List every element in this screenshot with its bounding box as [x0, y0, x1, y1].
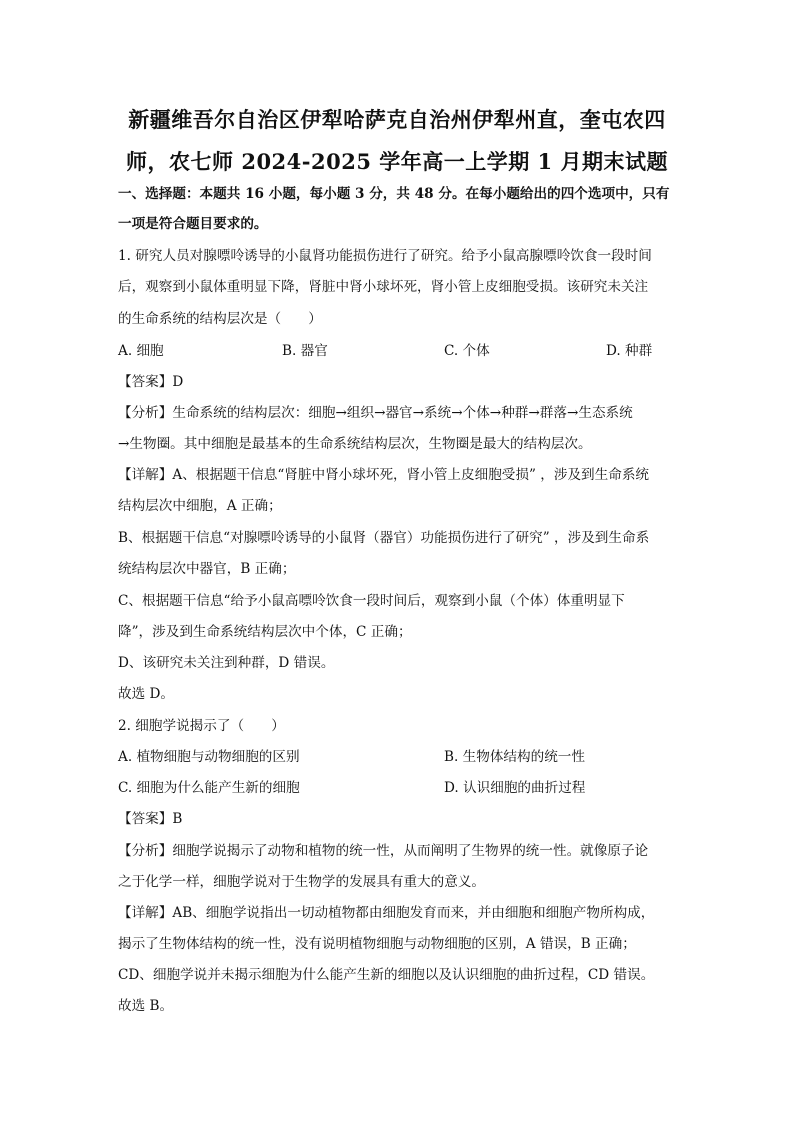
- q1-stem-line-3: 的生命系统的结构层次是（ ）: [118, 311, 322, 327]
- q2-analysis-line-2: 之于化学一样，细胞学说对于生物学的发展具有重大的意义。: [118, 874, 486, 890]
- q1-detail-line-1: 【详解】A、根据题干信息“肾脏中肾小球坏死，肾小管上皮细胞受损” ，涉及到生命系统: [118, 467, 650, 483]
- q2-detail-line-2: 揭示了生物体结构的统一性，没有说明植物细胞与动物细胞的区别，A 错误，B 正确；: [118, 936, 636, 952]
- q2-option-b: B. 生物体结构的统一性: [444, 749, 585, 765]
- q2-option-d: D. 认识细胞的曲折过程: [444, 780, 586, 796]
- section-heading-line-1: 一、选择题：本题共 16 小题，每小题 3 分，共 48 分。在每小题给出的四个选项中，只有: [118, 186, 670, 202]
- page-title-line-2: 师，农七师 2024-2025 学年高一上学期 1 月期末试题: [126, 149, 668, 174]
- q2-analysis-line-1: 【分析】细胞学说揭示了动物和植物的统一性，从而阐明了生物界的统一性。就像原子论: [118, 843, 649, 859]
- q2-answer: 【答案】B: [118, 811, 183, 827]
- q1-detail-line-7: D、该研究未关注到种群，D 错误。: [118, 655, 335, 671]
- q1-detail-line-2: 结构层次中细胞，A 正确；: [118, 498, 282, 514]
- page-title-line-1: 新疆维吾尔自治区伊犁哈萨克自治州伊犁州直，奎屯农四: [128, 107, 666, 132]
- q1-detail-line-6: 降”，涉及到生命系统结构层次中个体，C 正确；: [118, 624, 412, 640]
- q2-conclusion: 故选 B。: [118, 998, 174, 1014]
- q1-option-a: A. 细胞: [118, 343, 164, 359]
- q2-detail-line-3: CD、细胞学说并未揭示细胞为什么能产生新的细胞以及认识细胞的曲折过程，CD 错误。: [118, 967, 655, 983]
- q1-analysis-line-2: →生物圈。其中细胞是最基本的生命系统结构层次，生物圈是最大的结构层次。: [118, 436, 592, 452]
- q2-stem: 2. 细胞学说揭示了（ ）: [118, 718, 285, 734]
- q2-option-c: C. 细胞为什么能产生新的细胞: [118, 780, 300, 796]
- q1-answer: 【答案】D: [118, 374, 184, 390]
- q1-conclusion: 故选 D。: [118, 686, 175, 702]
- q2-option-a: A. 植物细胞与动物细胞的区别: [118, 749, 300, 765]
- q1-stem-line-1: 1. 研究人员对腺嘌呤诱导的小鼠肾功能损伤进行了研究。给予小鼠高腺嘌呤饮食一段时间: [118, 248, 652, 264]
- q2-detail-line-1: 【详解】AB、细胞学说指出一切动植物都由细胞发育而来，并由细胞和细胞产物所构成，: [118, 905, 655, 921]
- q1-detail-line-5: C、根据题干信息“给予小鼠高嘌呤饮食一段时间后，观察到小鼠（个体）体重明显下: [118, 593, 625, 609]
- q1-option-c: C. 个体: [444, 343, 490, 359]
- q1-option-d: D. 种群: [606, 343, 653, 359]
- q1-detail-line-4: 统结构层次中器官，B 正确；: [118, 561, 296, 577]
- q1-analysis-line-1: 【分析】生命系统的结构层次：细胞→组织→器官→系统→个体→种群→群落→生态系统: [118, 405, 633, 421]
- section-heading-line-2: 一项是符合题目要求的。: [118, 216, 268, 232]
- q1-detail-line-3: B、根据题干信息“对腺嘌呤诱导的小鼠肾（器官）功能损伤进行了研究” ，涉及到生命系: [118, 530, 650, 546]
- q1-option-b: B. 器官: [282, 343, 328, 359]
- q1-stem-line-2: 后，观察到小鼠体重明显下降，肾脏中肾小球坏死，肾小管上皮细胞受损。该研究未关注: [118, 279, 649, 295]
